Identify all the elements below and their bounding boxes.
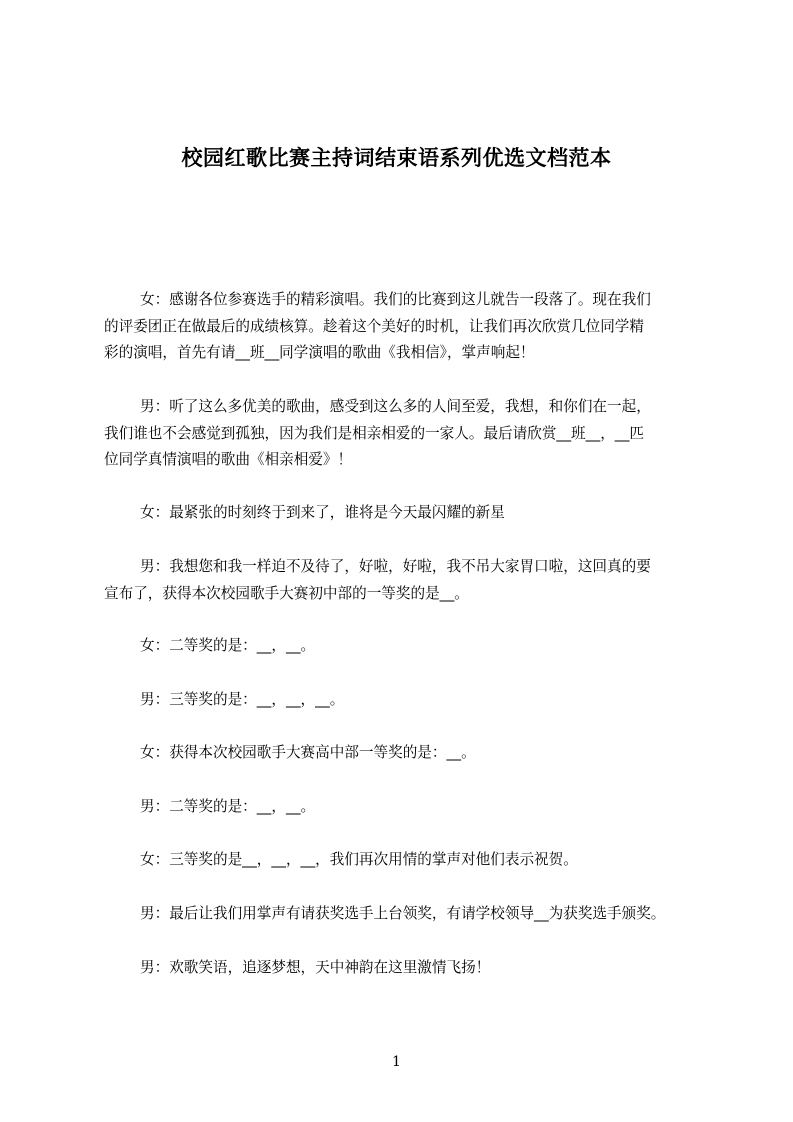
paragraph-2 — [104, 394, 704, 474]
paragraph-3 — [104, 500, 704, 527]
paragraph-line: 彩的演唱，首先有请__班__同学演唱的歌曲《我相信》，掌声响起！ — [104, 344, 535, 361]
paragraph-line: 女：最紧张的时刻终于到来了，谁将是今天最闪耀的新星 — [140, 504, 505, 521]
paragraph-line: 位同学真情演唱的歌曲《相亲相爱》！ — [104, 451, 353, 468]
paragraph-line: 男：三等奖的是：__，__，__。 — [140, 691, 345, 708]
paragraph-line: 我们谁也不会感觉到孤独，因为我们是相亲相爱的一家人。最后请欣赏__班__，__匹 — [104, 424, 644, 442]
paragraph-line: 女：获得本次校园歌手大赛高中部一等奖的是：__。 — [140, 744, 476, 761]
paragraph-5 — [104, 633, 704, 660]
paragraph-line: 男：最后让我们用掌声有请获奖选手上台领奖，有请学校领导__为获奖选手颁奖。 — [140, 905, 666, 922]
paragraph-line: 男：二等奖的是：__，__。 — [140, 798, 316, 815]
paragraph-9 — [104, 847, 704, 874]
paragraph-10 — [104, 901, 704, 928]
paragraph-4 — [104, 554, 704, 607]
paragraph-line: 女：二等奖的是：__，__。 — [140, 637, 316, 654]
paragraph-1 — [104, 287, 704, 367]
page-number: 1 — [392, 1054, 401, 1070]
document-title: 校园红歌比赛主持词结束语系列优选文档范本 — [181, 146, 612, 170]
paragraph-line: 女：三等奖的是__，__，__，我们再次用情的掌声对他们表示祝贺。 — [140, 851, 578, 868]
paragraph-6 — [104, 687, 704, 714]
paragraph-line: 宣布了，获得本次校园歌手大赛初中部的一等奖的是__。 — [104, 584, 469, 602]
paragraph-line: 的评委团正在做最后的成绩核算。趁着这个美好的时机，让我们再次欣赏几位同学精 — [104, 317, 644, 335]
paragraph-line: 男：听了这么多优美的歌曲，感受到这么多的人间至爱，我想，和你们在一起， — [140, 398, 651, 415]
paragraph-7 — [104, 740, 704, 767]
paragraph-line: 男：欢歌笑语，追逐梦想，天中神韵在这里激情飞扬！ — [140, 959, 491, 976]
paragraph-8 — [104, 794, 704, 821]
paragraph-11 — [104, 955, 704, 982]
paragraph-line: 男：我想您和我一样迫不及待了，好啦，好啦，我不吊大家胃口啦，这回真的要 — [140, 558, 651, 575]
paragraph-line: 女：感谢各位参赛选手的精彩演唱。我们的比赛到这儿就告一段落了。现在我们 — [140, 291, 651, 308]
